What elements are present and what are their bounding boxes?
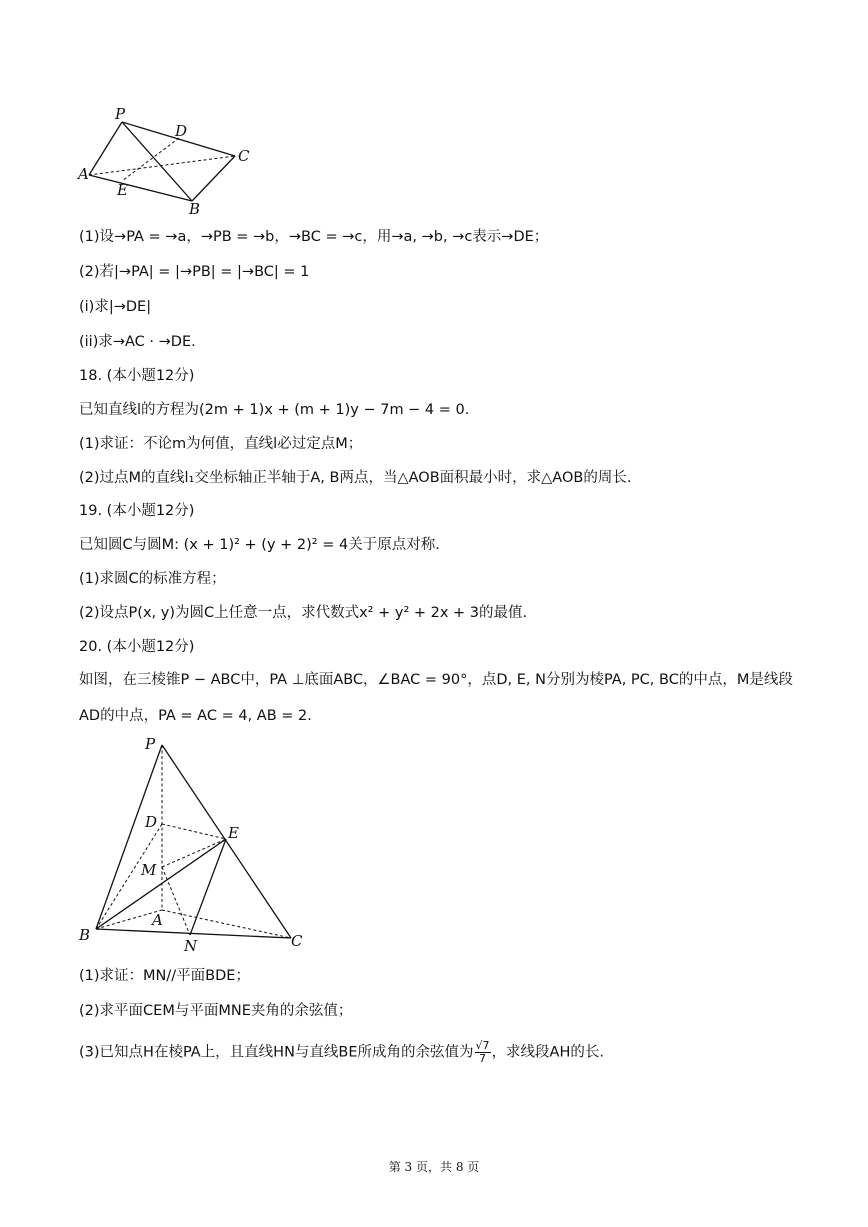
figure-tetrahedron xyxy=(78,732,313,954)
q20-part3-text-after: ，求线段AH的长. xyxy=(491,1044,604,1061)
label-P2: P xyxy=(145,735,156,753)
label-C2: C xyxy=(291,932,303,950)
page-footer: 第 3 页，共 8 页 xyxy=(388,1160,480,1174)
label-E: E xyxy=(117,181,128,199)
fraction-numerator: √7 xyxy=(475,1039,490,1052)
label-M2: M xyxy=(141,861,157,879)
q17-part2-i: (i)求|→DE| xyxy=(79,299,152,315)
q18-header: 18. (本小题12分) xyxy=(79,368,195,384)
q18-stem: 已知直线l的方程为(2m + 1)x + (m + 1)y − 7m − 4 = 0. xyxy=(79,402,470,418)
label-A2: A xyxy=(152,911,163,929)
q19-header: 19. (本小题12分) xyxy=(79,503,195,519)
label-B: B xyxy=(189,200,201,217)
label-D: D xyxy=(175,122,188,140)
q20-part2: (2)求平面CEM与平面MNE夹角的余弦值； xyxy=(79,1003,353,1019)
q17-part1: (1)设→PA = →a，→PB = →b，→BC = →c，用→a, →b, →c表示→DE； xyxy=(79,229,549,245)
label-C: C xyxy=(238,147,250,165)
q18-part1: (1)求证：不论m为何值，直线l必过定点M； xyxy=(79,436,363,452)
q19-stem: 已知圆C与圆M: (x + 1)² + (y + 2)² = 4关于原点对称. xyxy=(79,537,440,553)
q20-stem: 如图，在三棱锥P − ABC中，PA ⊥底面ABC，∠BAC = 90°，点D, E, N分别为棱PA, PC, BC的中点，M是线段AD的中点，PA = AC = 4, AB = 2. xyxy=(79,672,793,724)
q17-part2: (2)若|→PA| = |→PB| = |→BC| = 1 xyxy=(79,264,310,280)
label-B2: B xyxy=(79,926,91,944)
fraction-denominator: 7 xyxy=(479,1052,487,1065)
figure-parallelogram xyxy=(75,105,260,217)
label-D2: D xyxy=(145,813,158,831)
label-A: A xyxy=(78,165,89,183)
q20-part3-text-before: (3)已知点H在棱PA上，且直线HN与直线BE所成角的余弦值为 xyxy=(79,1044,474,1061)
q17-part2-ii: (ii)求→AC · →DE. xyxy=(79,334,196,350)
q20-part3-fraction xyxy=(475,1040,491,1065)
q20-part1: (1)求证：MN//平面BDE； xyxy=(79,968,250,984)
q18-part2: (2)过点M的直线l₁交坐标轴正半轴于A, B两点，当△AOB面积最小时，求△AOB的周长. xyxy=(79,470,632,486)
q20-header: 20. (本小题12分) xyxy=(79,639,195,655)
label-N2: N xyxy=(184,937,198,954)
label-P: P xyxy=(115,105,126,123)
q20-part3 xyxy=(79,1040,604,1065)
q19-part2: (2)设点P(x, y)为圆C上任意一点，求代数式x² + y² + 2x + 3的最值. xyxy=(79,605,528,621)
q19-part1: (1)求圆C的标准方程； xyxy=(79,571,226,587)
label-E2: E xyxy=(228,824,239,842)
